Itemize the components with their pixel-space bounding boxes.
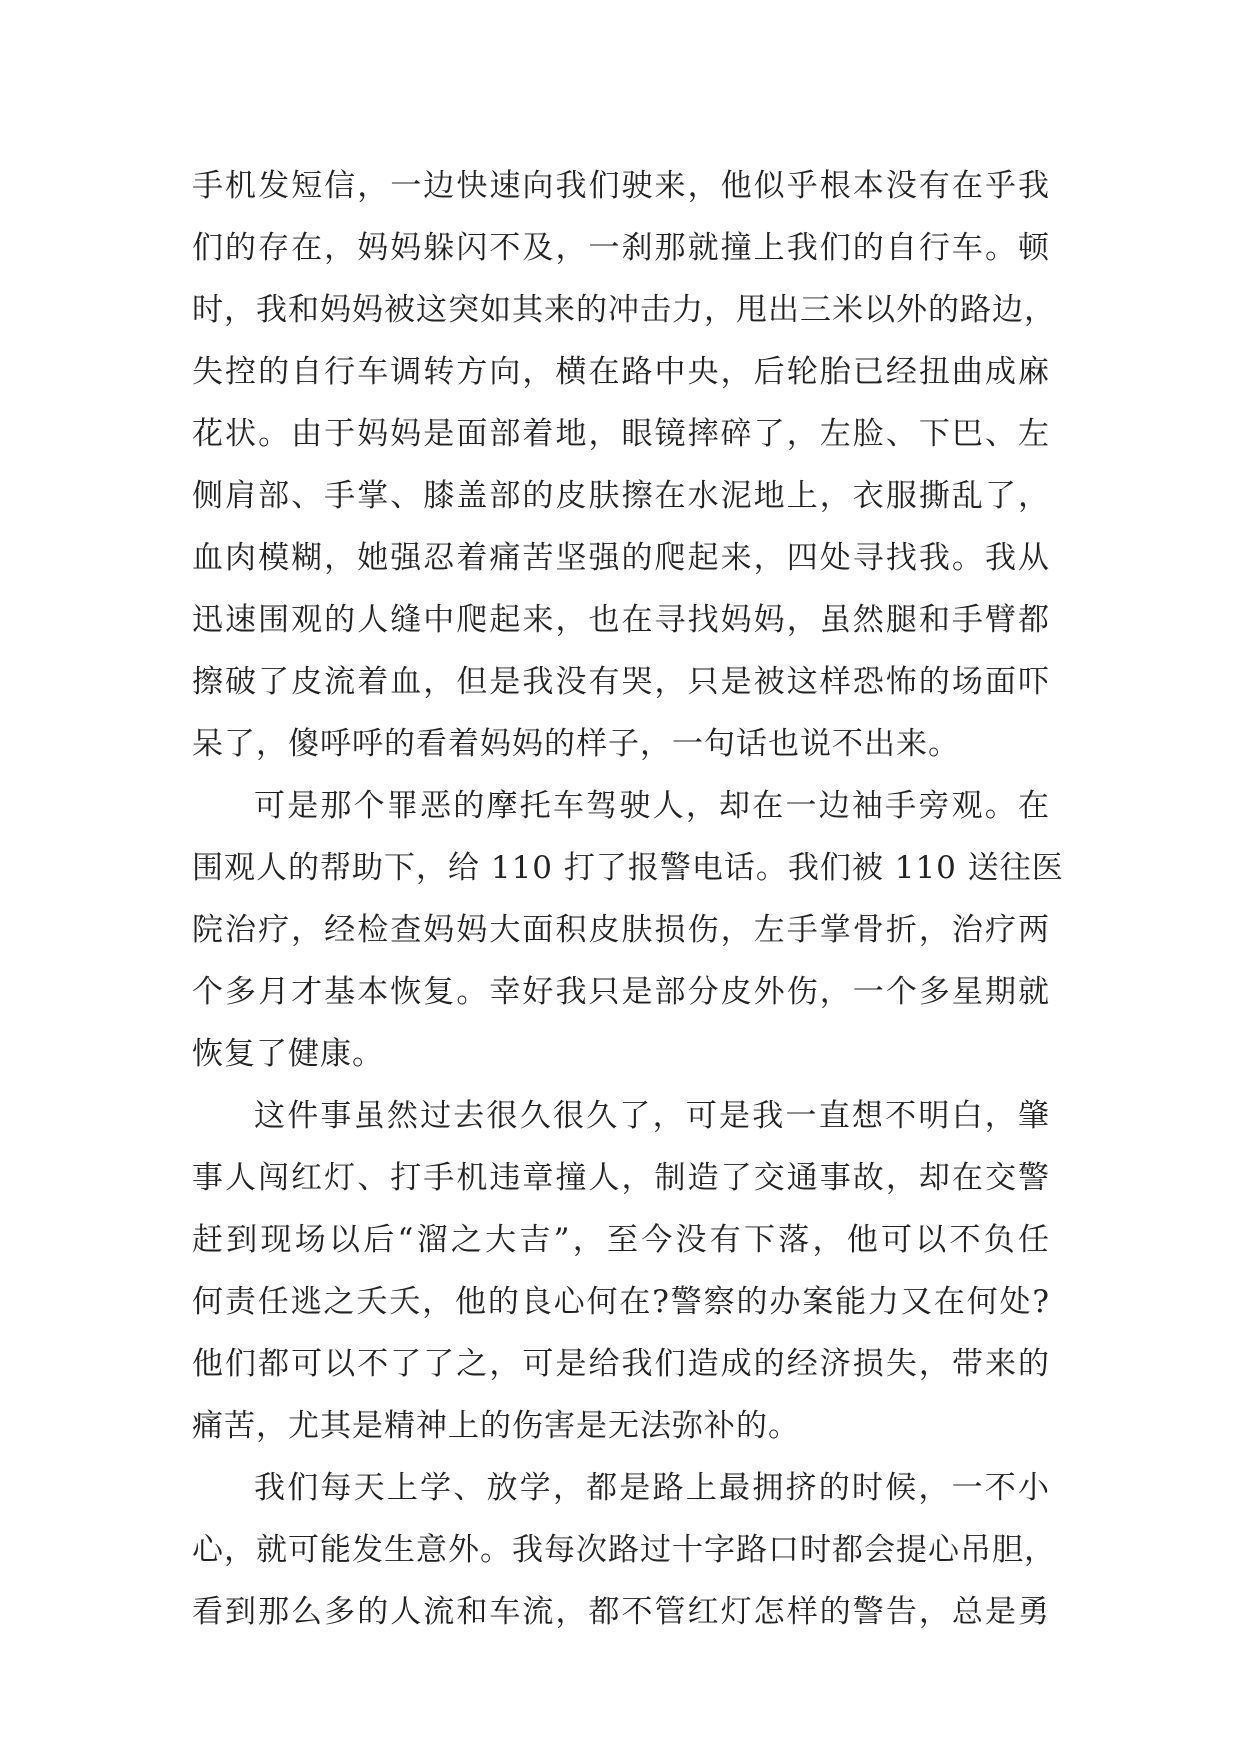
text-line: 恢复了健康。	[192, 1036, 384, 1072]
text-line: 手机发短信，一边快速向我们驶来，他似乎根本没有在乎我	[192, 168, 1050, 204]
text-line: 时，我和妈妈被这突如其来的冲击力，甩出三米以外的路边，	[192, 292, 1056, 328]
text-line: 赶到现场以后“溜之大吉”，至今没有下落，他可以不负任	[192, 1222, 1050, 1258]
text-line: 呆了，傻呼呼的看着妈妈的样子，一句话也说不出来。	[192, 726, 960, 762]
text-line: 个多月才基本恢复。幸好我只是部分皮外伤，一个多星期就	[192, 974, 1050, 1010]
text-line: 院治疗，经检查妈妈大面积皮肤损伤，左手掌骨折，治疗两	[192, 912, 1050, 948]
text-line: 事人闯红灯、打手机违章撞人，制造了交通事故，却在交警	[192, 1160, 1050, 1196]
text-line: 看到那么多的人流和车流，都不管红灯怎样的警告，总是勇	[192, 1594, 1050, 1630]
text-line: 迅速围观的人缝中爬起来，也在寻找妈妈，虽然腿和手臂都	[192, 602, 1050, 638]
text-line: 擦破了皮流着血，但是我没有哭，只是被这样恐怖的场面吓	[192, 664, 1050, 700]
paragraph-first-line: 我们每天上学、放学，都是路上最拥挤的时候，一不小	[254, 1470, 1050, 1506]
text-line: 何责任逃之夭夭，他的良心何在?警察的办案能力又在何处?	[192, 1284, 1050, 1320]
text-line: 们的存在，妈妈躲闪不及，一刹那就撞上我们的自行车。顿	[192, 230, 1050, 266]
text-line: 心，就可能发生意外。我每次路过十字路口时都会提心吊胆，	[192, 1532, 1056, 1568]
paragraph-first-line: 可是那个罪恶的摩托车驾驶人，却在一边袖手旁观。在	[254, 788, 1050, 824]
text-line: 血肉模糊，她强忍着痛苦坚强的爬起来，四处寻找我。我从	[192, 540, 1050, 576]
text-line: 花状。由于妈妈是面部着地，眼镜摔碎了，左脸、下巴、左	[192, 416, 1050, 452]
text-line: 他们都可以不了了之，可是给我们造成的经济损失，带来的	[192, 1346, 1050, 1382]
paragraph-first-line: 这件事虽然过去很久很久了，可是我一直想不明白，肇	[254, 1098, 1050, 1134]
text-line: 失控的自行车调转方向，横在路中央，后轮胎已经扭曲成麻	[192, 354, 1050, 390]
text-line: 侧肩部、手掌、膝盖部的皮肤擦在水泥地上，衣服撕乱了，	[192, 478, 1050, 514]
text-line: 围观人的帮助下，给 110 打了报警电话。我们被 110 送往医	[192, 850, 1064, 886]
text-line: 痛苦，尤其是精神上的伤害是无法弥补的。	[192, 1408, 800, 1444]
